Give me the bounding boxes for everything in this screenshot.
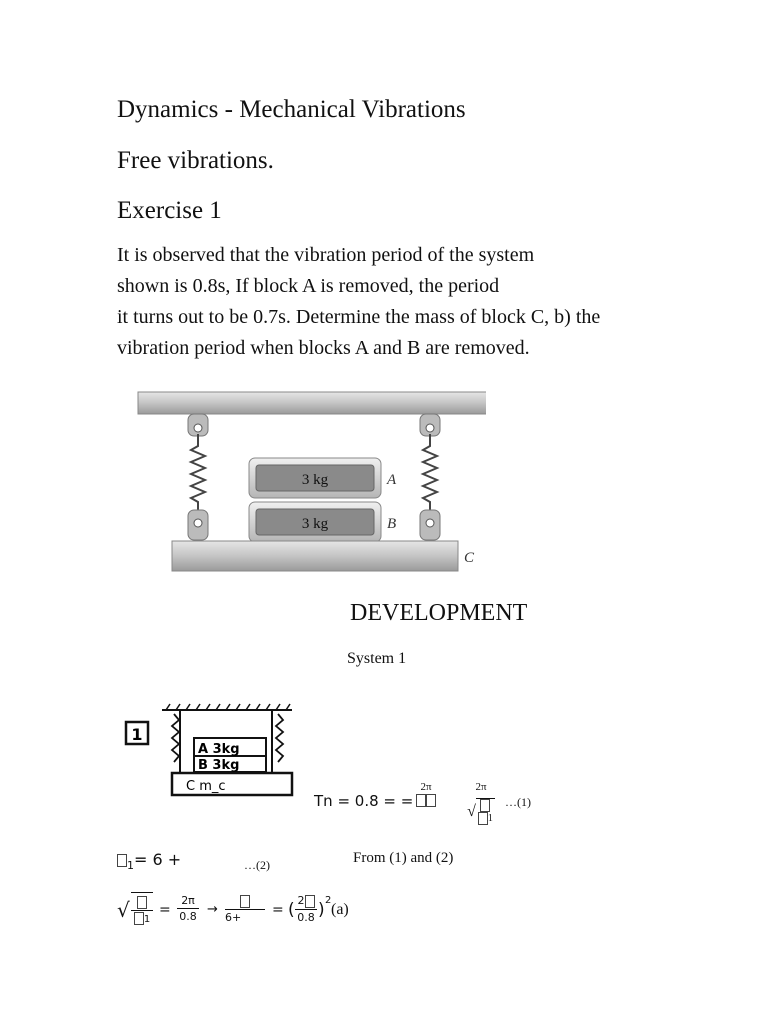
eq3-equals: = — [272, 902, 284, 918]
missing-glyph-icon — [426, 794, 436, 807]
eq2-subscript: 1 — [127, 859, 134, 873]
eq3-inner-num: 2 — [297, 894, 305, 907]
sqrt-icon: √ — [467, 803, 476, 821]
eq1-frac1-num: 2π — [420, 781, 432, 793]
platform-c-label: C — [464, 550, 475, 566]
eq3-fraction-1 — [177, 894, 199, 923]
document-subtitle: Free vibrations. — [117, 147, 274, 174]
system-label: System 1 — [347, 650, 407, 667]
document-title: Dynamics - Mechanical Vibrations — [117, 96, 466, 123]
problem-line: vibration period when blocks A and B are removed. — [117, 337, 530, 359]
missing-glyph-icon — [137, 896, 147, 909]
system-sketch — [122, 700, 302, 800]
eq1-frac2-num: 2π — [475, 781, 487, 793]
sqrt-icon: √ — [117, 898, 130, 922]
block-a-label: A — [387, 472, 397, 488]
missing-glyph-icon — [134, 912, 144, 925]
eq3-tag: (a) — [331, 901, 349, 918]
exercise-heading: Exercise 1 — [117, 197, 222, 224]
problem-line: It is observed that the vibration period of the system — [117, 244, 535, 266]
eq3-inner-den: 0.8 — [297, 910, 315, 924]
missing-glyph-icon — [305, 895, 315, 908]
eq3-fraction-2 — [225, 894, 265, 924]
ceiling-beam — [138, 392, 486, 414]
sketch-block-b: B 3kg — [198, 758, 240, 773]
problem-line: shown is 0.8s, If block A is removed, the period — [117, 275, 500, 297]
sketch-system-number: 1 — [131, 725, 143, 744]
equation-1-fraction-2 — [464, 781, 498, 825]
eq3-frac2-den: 6+ — [225, 910, 242, 924]
eq3-radicand — [131, 892, 153, 926]
eq3-inner-fraction — [295, 894, 317, 924]
missing-glyph-icon — [117, 854, 127, 867]
equation-2-ref: …(2) — [244, 858, 270, 872]
block-b-label: B — [387, 516, 397, 532]
problem-statement — [117, 240, 600, 364]
block-a-mass-label: 3 kg — [301, 472, 329, 488]
from-text: From (1) and (2) — [353, 850, 454, 866]
eq3-frac-num: 2π — [181, 894, 195, 907]
missing-glyph-icon — [240, 895, 250, 908]
eq3-paren-close: ) — [318, 900, 325, 920]
missing-glyph-icon — [416, 794, 426, 807]
eq3-paren-open: ( — [288, 900, 295, 920]
arrow-icon: → — [207, 902, 218, 917]
sketch-block-a: A 3kg — [198, 742, 240, 757]
eq1-subscript: 1 — [487, 813, 493, 825]
block-b-mass-label: 3 kg — [301, 516, 329, 532]
left-spring — [188, 414, 208, 540]
equation-1-ref: …(1) — [505, 795, 531, 809]
eq3-frac-den: 0.8 — [179, 910, 197, 923]
eq3-subscript: 1 — [143, 913, 151, 925]
right-spring — [420, 414, 440, 540]
equation-1-fraction-1 — [414, 781, 438, 807]
problem-line: it turns out to be 0.7s. Determine the mass of block C, b) the — [117, 306, 601, 328]
missing-glyph-icon — [480, 799, 490, 812]
eq3-exponent: 2 — [325, 895, 332, 906]
equation-1-lhs: Tn = 0.8 = = — [314, 792, 414, 810]
platform-c — [172, 541, 458, 571]
development-heading: DEVELOPMENT — [350, 600, 528, 626]
equation-2 — [117, 850, 181, 872]
sketch-block-c: C m_c — [186, 779, 226, 794]
eq2-rhs: = 6 + — [134, 850, 182, 869]
spring-mass-figure — [136, 388, 486, 578]
missing-glyph-icon — [478, 812, 488, 825]
